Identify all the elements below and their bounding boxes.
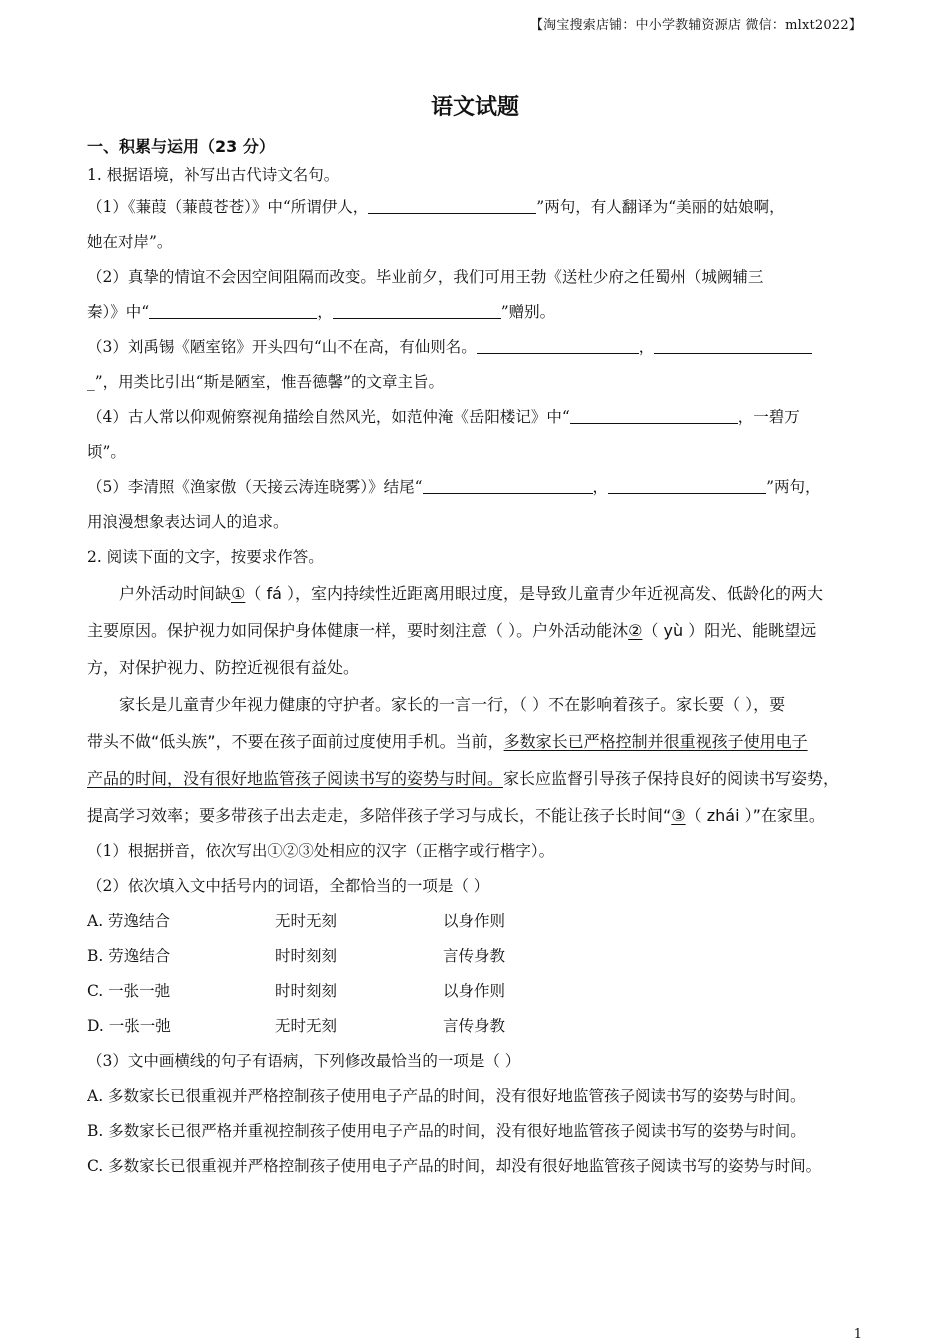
revision-option-b[interactable]: B. 多数家长已很严格并重视控制孩子使用电子产品的时间，没有很好地监管孩子阅读书写的姿势与时间。 xyxy=(87,1122,806,1140)
answer-blank[interactable] xyxy=(333,300,501,319)
reading-paragraph-1-line-3: 方，对保护视力、防控近视很有益处。 xyxy=(87,658,360,677)
revision-option-a[interactable]: A. 多数家长已很重视并严格控制孩子使用电子产品的时间，没有很好地监管孩子阅读书写的姿势与时间。 xyxy=(87,1087,806,1105)
question-1-item-5-cont: 用浪漫想象表达词人的追求。 xyxy=(87,513,289,531)
answer-blank[interactable] xyxy=(654,335,812,354)
underlined-sentence-cont: 产品的时间，没有很好地监管孩子阅读书写的姿势与时间。 xyxy=(87,769,504,788)
question-1-item-2: （2）真挚的情谊不会因空间阻隔而改变。毕业前夕，我们可用王勃《送杜少府之任蜀州（城阙辅三 xyxy=(87,268,764,286)
page-number: 1 xyxy=(853,1327,862,1342)
question-1-item-2-cont: 秦）》中“ ， ”赠别。 xyxy=(87,295,877,330)
store-watermark-header: 【淘宝搜索店铺：中小学教辅资源店 微信：mlxt2022】 xyxy=(529,18,862,33)
answer-blank[interactable] xyxy=(423,475,593,494)
reading-paragraph-2-line-3: 产品的时间，没有很好地监管孩子阅读书写的姿势与时间。家长应监督引导孩子保持良好的阅读书写姿势， xyxy=(87,769,840,788)
section-heading: 一、积累与运用（23 分） xyxy=(87,137,275,156)
question-1-item-4-cont: 顷”。 xyxy=(87,443,126,461)
answer-blank[interactable] xyxy=(608,475,766,494)
marker-3: ③ xyxy=(671,806,686,825)
choice-option-c[interactable]: C. 一张一弛 时时刻刻 以身作则 xyxy=(87,982,506,1000)
marker-1: ① xyxy=(231,584,246,603)
reading-paragraph-1-line-1: 户外活动时间缺①（ fá ），室内持续性近距离用眼过度，是导致儿童青少年近视高发、低龄化的两大 xyxy=(119,584,823,603)
revision-option-c[interactable]: C. 多数家长已很重视并严格控制孩子使用电子产品的时间，却没有很好地监管孩子阅读书写的姿势与时间。 xyxy=(87,1157,822,1175)
answer-blank[interactable] xyxy=(149,300,317,319)
question-2-sub-1: （1）根据拼音，依次写出①②③处相应的汉字（正楷字或行楷字）。 xyxy=(87,842,555,860)
reading-paragraph-2-line-4: 提高学习效率；要多带孩子出去走走，多陪伴孩子学习与成长，不能让孩子长时间“③（ zhái ）”在家里。 xyxy=(87,806,825,825)
question-2-sub-3: （3）文中画横线的句子有语病，下列修改最恰当的一项是（ ） xyxy=(87,1052,521,1070)
reading-paragraph-2-line-2: 带头不做“低头族”，不要在孩子面前过度使用手机。当前，多数家长已严格控制并很重视孩子使用电子 xyxy=(87,732,808,751)
marker-2: ② xyxy=(628,621,643,640)
choice-option-d[interactable]: D. 一张一弛 无时无刻 言传身教 xyxy=(87,1017,506,1035)
question-1-item-5: （5）李清照《渔家傲（天接云涛连晓雾）》结尾“ ， ”两句， xyxy=(87,470,877,505)
choice-option-a[interactable]: A. 劳逸结合 无时无刻 以身作则 xyxy=(87,912,506,930)
question-1-item-3-cont: _”，用类比引出“斯是陋室，惟吾德馨”的文章主旨。 xyxy=(87,373,445,391)
question-1-item-1: （1）《蒹葭（蒹葭苍苍）》中“所谓伊人， ”两句，有人翻译为“美丽的姑娘啊， xyxy=(87,190,877,225)
question-1-item-4: （4）古人常以仰观俯察视角描绘自然风光，如范仲淹《岳阳楼记》中“ ，一碧万 xyxy=(87,400,877,435)
question-1-stem: 1. 根据语境，补写出古代诗文名句。 xyxy=(87,166,340,184)
reading-paragraph-2-line-1: 家长是儿童青少年视力健康的守护者。家长的一言一行，（ ）不在影响着孩子。家长要（ ），要 xyxy=(119,695,786,714)
question-2-stem: 2. 阅读下面的文字，按要求作答。 xyxy=(87,548,324,566)
underlined-sentence: 多数家长已严格控制并很重视孩子使用电子 xyxy=(503,732,808,751)
answer-blank[interactable] xyxy=(368,195,536,214)
question-1-item-3: （3）刘禹锡《陋室铭》开头四句“山不在高，有仙则名。 ， xyxy=(87,330,877,365)
page-title: 语文试题 xyxy=(430,95,519,120)
answer-blank[interactable] xyxy=(477,335,639,354)
exam-content xyxy=(87,134,877,1184)
question-1-item-1-cont: 她在对岸”。 xyxy=(87,233,173,251)
answer-blank[interactable] xyxy=(570,405,738,424)
question-2-sub-2: （2）依次填入文中括号内的词语，全都恰当的一项是（ ） xyxy=(87,877,490,895)
choice-option-b[interactable]: B. 劳逸结合 时时刻刻 言传身教 xyxy=(87,947,506,965)
reading-paragraph-1-line-2: 主要原因。保护视力如同保护身体健康一样，要时刻注意（ ）。户外活动能沐②（ yù ）阳光、能眺望远 xyxy=(87,621,817,640)
